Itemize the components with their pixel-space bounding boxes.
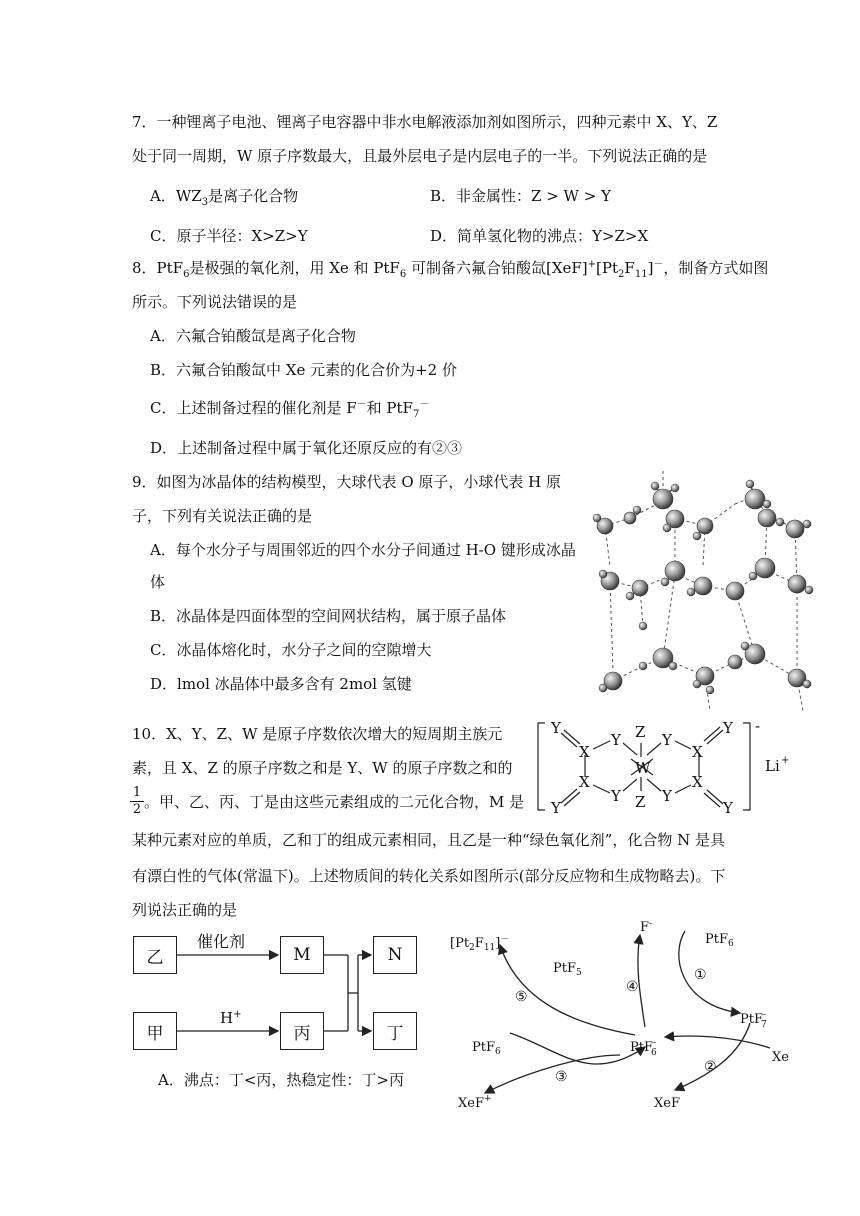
q7-option-c[interactable]: C．原子半径：X>Z>Y [150,227,308,245]
struct-x2: X [692,743,703,761]
cycle-xef: XeF [654,1096,680,1111]
q9-option-c[interactable]: C．冰晶体熔化时，水分子之间的空隙增大 [150,641,432,659]
struct-z2: Z [635,793,646,811]
q8-line1: 8．PtF$_6$是极强的氧化剂，用 Xe 和 PtF$_6$ 可制备六氟合铂酸氙$[XeF]^+[Pt_2F_{11}]^-$，制备方式如图 [132,259,769,280]
flow-arrows [130,930,430,1060]
struct-w: W [635,759,651,777]
struct-y7: Y [551,799,561,815]
q10-line1: 10．X、Y、Z、W 是原子序数依次增大的短周期主族元 [132,725,503,743]
box-jia: 甲 [133,1012,177,1050]
q9-line1: 9．如图为冰晶体的结构模型，大球代表 O 原子，小球代表 H 原 [132,473,561,491]
q9-option-a-cont: 体 [150,573,166,591]
q10-line2: 素，且 X、Z 的原子序数之和是 Y、W 的原子序数之和的 [132,759,513,777]
struct-x4: X [692,773,703,791]
cycle-ptf6-mid: PtF-6 [630,1038,657,1058]
q10-line6: 列说法正确的是 [132,901,238,919]
q10-line3: 。甲、乙、丙、丁是由这些元素组成的二元化合物，M 是 [144,793,525,811]
cycle-fminus: F- [640,919,653,935]
q9-option-a[interactable]: A．每个水分子与周围邻近的四个水分子间通过 H-O 键形成冰晶 [150,541,576,559]
box-m: M [280,936,324,974]
q10-option-a[interactable]: A．沸点：丁<丙，热稳定性：丁>丙 [158,1071,404,1089]
cycle-step1: ① [694,967,707,983]
q8-line2: 所示。下列说法错误的是 [132,293,298,311]
box-ding: 丁 [373,1012,417,1050]
q9-line2: 子，下列有关说法正确的是 [132,507,313,525]
q10-line5: 有漂白性的气体(常温下)。上述物质间的转化关系如图所示(部分反应物和生成物略去)。下 [132,867,726,885]
struct-y6: Y [662,787,672,805]
struct-y4: Y [723,719,733,737]
struct-z1: Z [635,723,646,741]
q10-line4: 某种元素对应的单质，乙和丁的组成元素相同，且乙是一种“绿色氧化剂”，化合物 N 是具 [132,831,726,849]
box-bing: 丙 [280,1012,324,1050]
cycle-ptf6-top: PtF$_6$ [705,932,734,949]
struct-x3: X [579,773,590,791]
struct-li-sup: + [781,755,790,766]
struct-charge: - [755,717,761,735]
cycle-ptf6-left: PtF$_6$ [472,1040,501,1057]
q7-line2: 处于同一周期，W 原子序数最大，且最外层电子是内层电子的一半。下列说法正确的是 [132,147,708,165]
label-catalyst: 催化剂 [197,932,246,951]
structure-formula-figure [535,715,790,815]
q7-option-a[interactable]: A．$WZ_3$是离子化合物 [150,187,299,208]
cycle-ptf7: PtF-7 [740,1010,767,1030]
struct-y2: Y [611,731,621,749]
q9-option-b[interactable]: B．冰晶体是四面体型的空间网状结构，属于原子晶体 [150,607,507,625]
struct-y3: Y [662,731,672,749]
q8-option-c[interactable]: C．上述制备过程的催化剂是 F－和 PtF$_7$－ [150,399,430,420]
cycle-step3: ③ [555,1069,568,1085]
ice-crystal-figure [585,466,825,716]
cycle-xe: Xe [772,1050,789,1065]
cycle-step2: ② [704,1059,717,1075]
struct-y1: Y [551,719,561,737]
struct-y8: Y [723,799,733,815]
cycle-pt2f11: $[Pt_2F_{11}]^-$ [450,935,510,953]
cycle-step4: ④ [626,979,639,995]
cycle-ptf5: PtF$_5$ [553,961,582,978]
ptf6-cycle-figure [440,915,800,1115]
box-n: N [373,936,417,974]
cycle-xefplus: XeF+ [458,1094,492,1111]
struct-y5: Y [611,787,621,805]
q8-option-b[interactable]: B．六氟合铂酸氙中 Xe 元素的化合价为+2 价 [150,361,457,379]
q10-fraction: 1 2 [130,786,144,817]
struct-li: Li [765,757,780,775]
cycle-step5: ⑤ [515,989,528,1005]
struct-x1: X [579,743,590,761]
label-h-plus: H+ [220,1009,242,1027]
q7-option-d[interactable]: D．简单氢化物的沸点：Y>Z>X [430,227,649,245]
q9-option-d[interactable]: D．lmol 冰晶体中最多含有 2mol 氢键 [150,675,412,693]
q8-option-a[interactable]: A．六氟合铂酸氙是离子化合物 [150,327,356,345]
q7-option-b[interactable]: B．非金属性：Z > W > Y [430,187,611,205]
q8-option-d[interactable]: D．上述制备过程中属于氧化还原反应的有②③ [150,439,463,457]
box-yi: 乙 [133,936,177,974]
q7-line1: 7．一种锂离子电池、锂离子电容器中非水电解液添加剂如图所示，四种元素中 X、Y、Z [132,113,718,131]
